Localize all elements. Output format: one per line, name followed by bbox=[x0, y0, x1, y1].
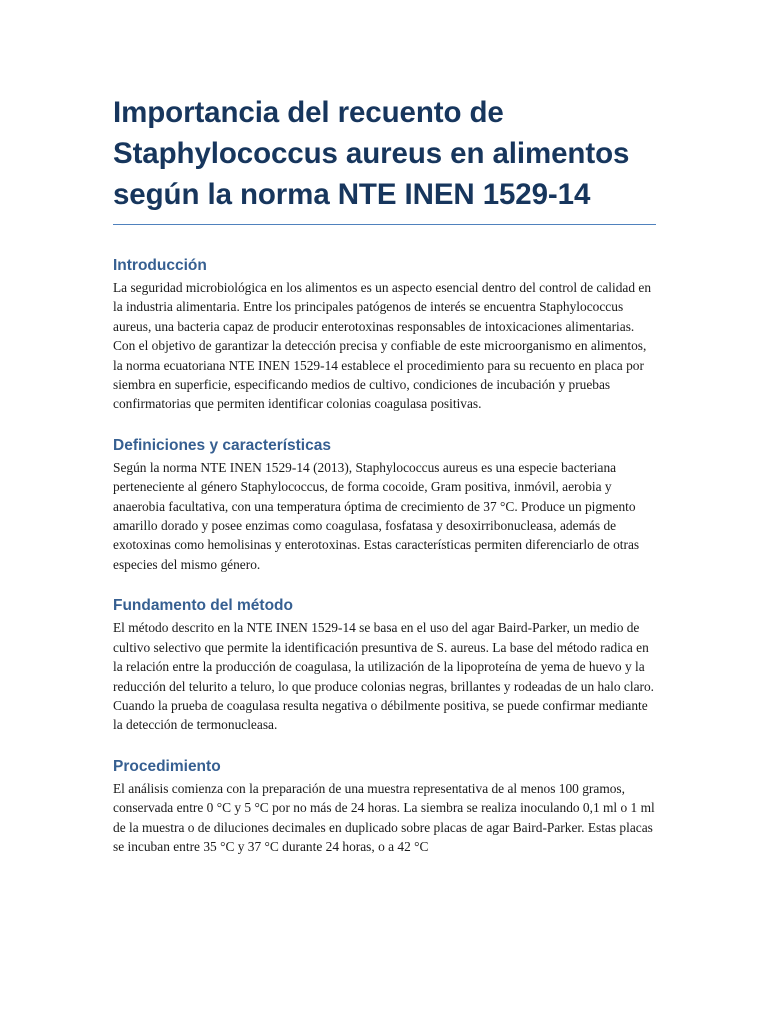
section-heading: Definiciones y características bbox=[113, 436, 331, 454]
section-heading: Procedimiento bbox=[113, 757, 221, 775]
section-introduccion bbox=[113, 256, 656, 414]
section-definiciones bbox=[113, 436, 656, 574]
document-page bbox=[113, 92, 656, 856]
section-fundamento bbox=[113, 596, 656, 734]
section-procedimiento bbox=[113, 757, 656, 857]
document-title: Importancia del recuento de Staphylococcus aureus en alimentos según la norma NTE INEN 1529-14 bbox=[113, 92, 656, 225]
section-paragraph: El análisis comienza con la preparación de una muestra representativa de al menos 100 gramos, conservada entre 0 °C y 5 °C por no más de 24 horas. La siembra se realiza inoculando 0,1 ml o 1 ml de la muestra o de diluciones decimales en duplicado sobre placas de agar Baird-Parker. Estas placas se incuban entre 35 °C y 37 °C durante 24 horas, o a 42 °C bbox=[113, 780, 655, 854]
section-paragraph: El método descrito en la NTE INEN 1529-14 se basa en el uso del agar Baird-Parker, un medio de cultivo selectivo que permite la identificación presuntiva de S. aureus. La base del método radica en la relación entre la producción de coagulasa, la utilización de la lipoproteína de yema de huevo y la reducción del telurito a teluro, lo que produce colonias negras, brillantes y rodeadas de un halo claro. Cuando la prueba de coagulasa resulta negativa o débilmente positiva, se puede confirmar mediante la detección de termonucleasa. bbox=[113, 620, 655, 733]
section-heading: Introducción bbox=[113, 257, 207, 274]
section-paragraph: La seguridad microbiológica en los alimentos es un aspecto esencial dentro del control de calidad en la industria alimentaria. Entre los principales patógenos de interés se encuentra Staphylococcus aureus, una bacteria capaz de producir enterotoxinas responsables de intoxicaciones alimentarias. Con el objetivo de garantizar la detección precisa y confiable de este microorganismo en alimentos, la norma ecuatoriana NTE INEN 1529-14 establece el procedimiento para su recuento en placa por siembra en superficie, especificando medios de cultivo, condiciones de incubación y pruebas confirmatorias que permiten identificar colonias coagulasa positivas. bbox=[113, 280, 652, 412]
section-paragraph: Según la norma NTE INEN 1529-14 (2013), Staphylococcus aureus es una especie bacteriana perteneciente al género Staphylococcus, de forma cocoide, Gram positiva, inmóvil, aerobia y anaerobia facultativa, con una temperatura óptima de crecimiento de 37 °C. Produce un pigmento amarillo dorado y posee enzimas como coagulasa, fosfatasa y desoxirribonucleasa, además de exotoxinas como hemolisinas y enterotoxinas. Estas características permiten diferenciarlo de otras especies del mismo género. bbox=[113, 459, 640, 572]
section-heading: Fundamento del método bbox=[113, 597, 293, 615]
